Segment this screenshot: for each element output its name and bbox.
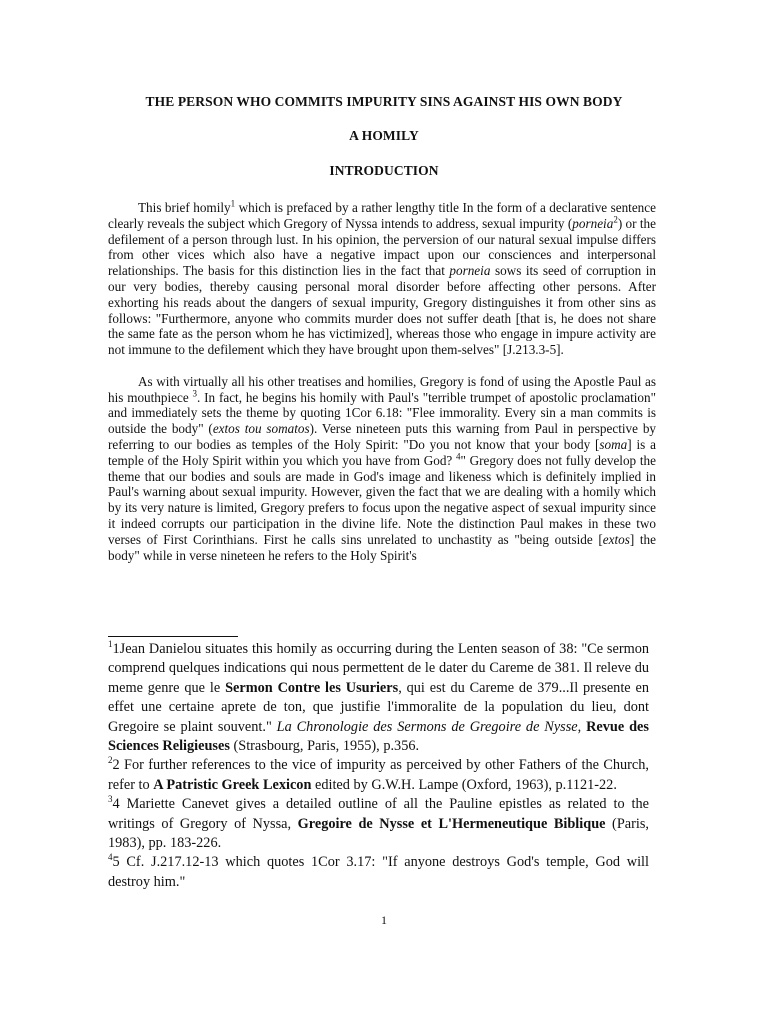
paragraph-1: This brief homily$^1$ which is prefaced by a rather lengthy title In the form of a declarative sentence clearly reveals the subject which Gregory of Nyssa intends to address, sexual impurity (porneia$^2$) or the defilement of a person through lust. In his opinion, the perversion of our natural sexual impulse differs from other vices which also have a negative impact upon our consciences and interpersonal relationships. The basis for this distinction lies in the fact that porneia sows its seed of corruption in our very bodies, thereby causing personal moral disorder before affecting other persons. After exhorting his reads about the dangers of sexual impurity, Gregory distinguishes it from other sins as follows: "Furthermore, anyone who commits murder does not suffer death [that is, he does not share the same fate as the person whom he has victimized], whereas those who engage in impure activity are not immune to the defilement which they have brought upon them-selves" [J.213.3-5].	[108, 198, 656, 358]
body-text	[108, 200, 656, 563]
term: porneia	[449, 263, 491, 279]
footnotes	[108, 640, 649, 892]
term: porneia	[572, 215, 614, 231]
footnote-ref: 3	[192, 388, 198, 399]
footnote-1: $^1$1Jean Danielou situates this homily as occurring during the Lenten season of 38: "Ce sermon comprend quelques indications qui nous permettent de le dater du Careme de 381. Il releve du meme genre que le Sermon Contre les Usuriers, qui est du Careme de 379...Il presente en effet une certaine aprete de ton, que justifie l'immoralite de la population du lieu, dont Gregoire se plaint souvent." La Chronologie des Sermons de Gregoire de Nysse, Revue des Sciences Religieuses (Strasbourg, Paris, 1955), p.356.	[108, 639, 649, 755]
term: soma	[599, 436, 628, 452]
document-subtitle: A HOMILY	[349, 128, 419, 143]
paragraph-2: As with virtually all his other treatises and homilies, Gregory is fond of using the Apostle Paul as his mouthpiece $^3$. In fact, he begins his homily with Paul's "terrible trumpet of apostolic proclamation" and immediately sets the theme by quoting 1Cor 6.18: "Flee immorality. Every sin a man commits is outside the body" (extos tou somatos). Verse nineteen puts this warning from Paul in perspective by referring to our bodies as temples of the Holy Spirit: "Do you not know that your body [soma] is a temple of the Holy Spirit within you which you have from God? $^4$" Gregory does not fully develop the theme that our bodies and souls are made in God's image and likeness which is definitely implied in Paul's warning about sexual impurity. However, given the fact that we are dealing with a homily which by its very nature is limited, Gregory prefers to focus upon the negative aspect of sexual impurity since it indeed corrupts our participation in the divine life. Note the distinction Paul makes in these two verses of First Corinthians. First he calls sins unrelated to unchastity as "being outside [extos] the body" while in verse nineteen he refers to the Holy Spirit's	[108, 373, 657, 563]
footnote-mark: 2	[108, 755, 113, 766]
term: extos tou somatos	[212, 421, 310, 437]
footnote-4: $^4$5 Cf. J.217.12-13 which quotes 1Cor 3.17: "If anyone destroys God's temple, God will destroy him."	[108, 852, 649, 890]
footnote-mark: 3	[108, 794, 113, 805]
footnote-divider	[108, 636, 238, 637]
footnote-ref: 1	[230, 198, 236, 209]
document-title: THE PERSON WHO COMMITS IMPURITY SINS AGAINST HIS OWN BODY	[145, 94, 623, 109]
footnote-mark: 1	[108, 639, 113, 650]
section-heading: INTRODUCTION	[329, 163, 439, 178]
footnote-ref: 2	[613, 214, 618, 225]
footnote-mark: 4	[108, 852, 113, 863]
footnote-ref: 4	[456, 451, 461, 462]
footnote-3: $^3$4 Mariette Canevet gives a detailed outline of all the Pauline epistles as related to the writings of Gregory of Nyssa, Gregoire de Nysse et L'Hermeneutique Biblique (Paris, 1983), pp. 183-226.	[108, 794, 649, 852]
term: extos	[602, 531, 630, 547]
footnote-2: $^2$2 For further references to the vice of impurity as perceived by other Fathers of the Church, refer to A Patristic Greek Lexicon edited by G.W.H. Lampe (Oxford, 1963), p.1121-22.	[108, 755, 649, 793]
page-number: 1	[381, 913, 387, 927]
